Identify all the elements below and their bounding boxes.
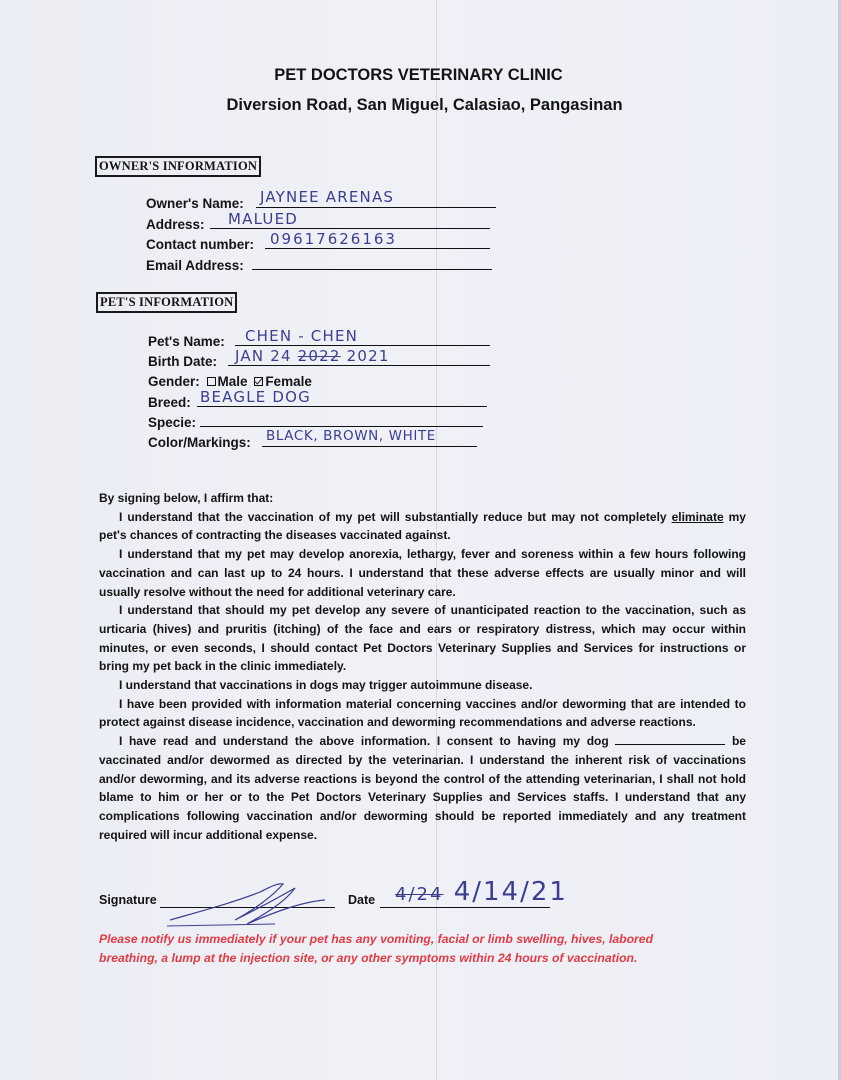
date-line — [380, 907, 550, 908]
consent-text — [99, 489, 746, 844]
owner-name-value[interactable]: JAYNEE ARENAS — [260, 188, 395, 206]
owner-address-value[interactable]: MALUED — [228, 210, 299, 228]
color-value[interactable]: BLACK, BROWN, WHITE — [266, 428, 436, 444]
owner-address-line — [210, 228, 490, 229]
date-label: Date — [348, 893, 376, 907]
consent-p1-b: my pet's chances of contracting the diseases vaccinated against. — [99, 509, 746, 543]
pet-name-value[interactable]: CHEN - CHEN — [245, 327, 359, 345]
date-value[interactable] — [395, 877, 568, 907]
owner-name-line — [256, 207, 496, 208]
gender-label: Gender: — [148, 374, 200, 389]
breed-value[interactable]: BEAGLE DOG — [200, 388, 311, 406]
consent-paragraph-1 — [99, 508, 746, 545]
breed-label: Breed: — [148, 395, 191, 410]
owner-contact-label: Contact number: — [146, 237, 254, 252]
birth-date-label: Birth Date: — [148, 354, 218, 369]
consent-paragraph-3: I understand that should my pet develop any severe of unanticipated reaction to the vaccination, such as urticaria (hives) and pruritis (itching) of the face and ears or respiratory distress, which may occur within minutes, or even seconds, I should contact Pet Doctors Veterinary Supplies and Services for instructions or bring my pet back in the clinic immediately. — [99, 603, 746, 674]
consent-p6-b: be vaccinated and/or dewormed as directed by the veterinarian. I understand the inherent risk of vaccinations and/or deworming, and its adverse reactions is beyond the control of the attending veterinarian, I shall not hold blame to him or her or to the Pet Doctors Veterinary Supplies and Services staffs. I understand that any complications following vaccination and/or deworming should be reported immediately and any treatment required will incur additional expense. — [99, 734, 746, 842]
consent-p1-a: I understand that the vaccination of my pet will substantially reduce but may not completely — [119, 509, 667, 524]
pet-section-title: PET'S INFORMATION — [96, 292, 237, 313]
consent-p1-underlined: eliminate — [671, 509, 724, 524]
specie-line — [200, 426, 483, 427]
color-line — [262, 446, 477, 447]
consent-p6-a: I have read and understand the above information. I consent to having my dog — [119, 734, 609, 749]
consent-paragraph-2: I understand that my pet may develop anorexia, lethargy, fever and soreness within a few hours following vaccination and can last up to 24 hours. I understand that these adverse effects are usually minor and will usually resolve without the need for additional veterinary care. — [99, 547, 746, 599]
birth-date-day: JAN 24 — [235, 347, 292, 365]
color-label: Color/Markings: — [148, 435, 251, 450]
owner-contact-value[interactable]: 09617626163 — [270, 230, 397, 248]
male-label: Male — [217, 374, 248, 389]
birth-date-line — [228, 365, 490, 366]
specie-label: Specie: — [148, 415, 197, 430]
consent-paragraph-4: I understand that vaccinations in dogs may trigger autoimmune disease. — [119, 678, 533, 693]
dog-name-blank[interactable] — [615, 734, 725, 745]
pet-name-line — [235, 345, 490, 346]
birth-date-value[interactable] — [235, 347, 390, 365]
consent-paragraph-5: I have been provided with information material concerning vaccines and/or deworming that are intended to protect against disease incidence, vaccination and deworming recommendations and adverse reactions. — [99, 696, 746, 730]
owner-email-label: Email Address: — [146, 258, 244, 273]
consent-paragraph-6 — [99, 732, 746, 844]
owner-address-label: Address: — [146, 217, 205, 232]
owner-contact-line — [265, 248, 490, 249]
owner-name-label: Owner's Name: — [146, 196, 244, 211]
owner-email-line — [252, 269, 492, 270]
signature-label: Signature — [99, 893, 157, 907]
signature-scribble[interactable] — [165, 880, 335, 930]
pet-name-label: Pet's Name: — [148, 334, 225, 349]
clinic-address: Diversion Road, San Miguel, Calasiao, Pangasinan — [226, 96, 623, 114]
consent-intro: By signing below, I affirm that: — [99, 491, 274, 505]
female-label: Female — [265, 374, 312, 389]
breed-line — [197, 406, 487, 407]
date-struck: 4/24 — [395, 884, 444, 905]
owner-section-title: OWNER'S INFORMATION — [95, 156, 261, 177]
birth-date-struck-year: 2022 — [297, 347, 341, 365]
birth-date-year: 2021 — [346, 347, 390, 365]
gender-row — [148, 374, 312, 389]
date-written: 4/14/21 — [453, 877, 568, 907]
female-checkbox[interactable] — [254, 377, 263, 386]
notice-text: Please notify us immediately if your pet has any vomiting, facial or limb swelling, hives, labored breathing, a lump at the injection site, or any other symptoms within 24 hours of vaccination. — [99, 932, 654, 965]
male-checkbox[interactable] — [207, 377, 216, 386]
clinic-name: PET DOCTORS VETERINARY CLINIC — [274, 66, 563, 84]
